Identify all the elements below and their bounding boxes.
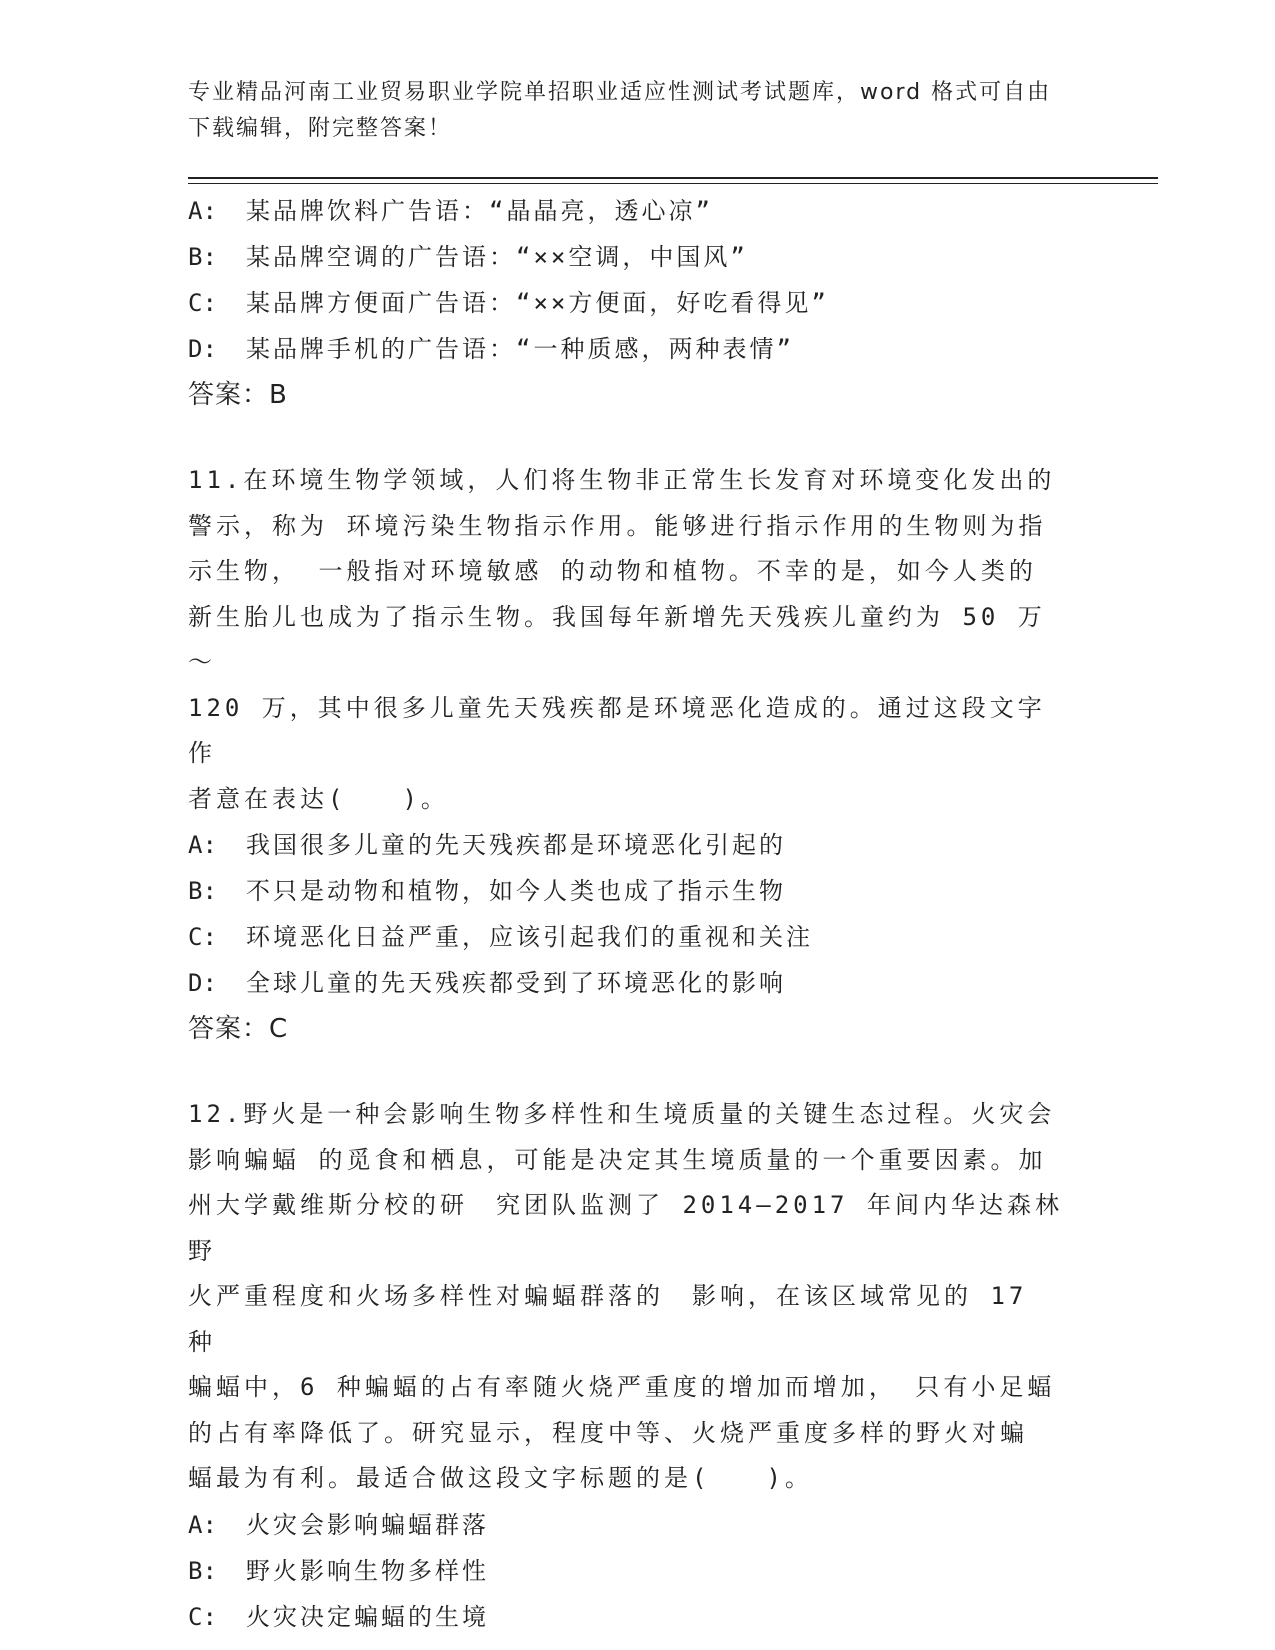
option-letter: C: [188, 923, 217, 951]
option-text: 某品牌方便面广告语：“××方便面，好吃看得见” [246, 289, 829, 317]
stem-line: 120 万，其中很多儿童先天残疾都是环境恶化造成的。通过这段文字作 [188, 693, 1046, 767]
stem-line: 蝙蝠中，6 种蝙蝠的占有率随火烧严重度的增加而增加， 只有小足蝠 [188, 1373, 1056, 1401]
option-d [188, 960, 1088, 1006]
stem-line: 蝠最为有利。最适合做这段文字标题的是( )。 [188, 1464, 813, 1492]
stem-line: 示生物， 一般指对环境敏感 的动物和植物。不幸的是，如今人类的 [188, 557, 1037, 585]
option-letter: C: [188, 289, 217, 317]
option-text: 环境恶化日益严重，应该引起我们的重视和关注 [246, 923, 813, 951]
question-12 [188, 1092, 1088, 1640]
option-a [188, 822, 1088, 868]
option-letter: D: [188, 335, 217, 363]
option-letter: A: [188, 197, 217, 225]
stem-line: 新生胎儿也成为了指示生物。我国每年新增先天残疾儿童约为 50 万～ [188, 602, 1046, 676]
option-b [188, 234, 1088, 280]
option-d [188, 326, 1088, 372]
option-letter: A: [188, 1510, 217, 1539]
stem-line: 12.野火是一种会影响生物多样性和生境质量的关键生态过程。火灾会 [188, 1100, 1056, 1128]
question-stem [188, 458, 1068, 822]
stem-line: 州大学戴维斯分校的研 究团队监测了 2014—2017 年间内华达森林野 [188, 1191, 1063, 1265]
question-content [188, 188, 1088, 1640]
stem-line: 的占有率降低了。研究显示，程度中等、火烧严重度多样的野火对蝙 [188, 1418, 1028, 1447]
option-a [188, 1502, 1088, 1548]
header-line-1: 专业精品河南工业贸易职业学院单招职业适应性测试考试题库，word 格式可自由 [188, 80, 1052, 105]
option-letter: B: [188, 877, 217, 905]
option-a [188, 188, 1088, 234]
option-text: 不只是动物和植物，如今人类也成了指示生物 [246, 877, 786, 905]
option-text: 火灾决定蝙蝠的生境 [246, 1602, 489, 1631]
option-text: 全球儿童的先天残疾都受到了环境恶化的影响 [246, 969, 786, 997]
option-letter: D: [188, 969, 217, 997]
stem-line: 警示，称为 环境污染生物指示作用。能够进行指示作用的生物则为指 [188, 511, 1047, 540]
page-header [188, 75, 1068, 147]
stem-line: 影响蝙蝠 的觅食和栖息，可能是决定其生境质量的一个重要因素。加 [188, 1145, 1047, 1174]
header-divider-thick [188, 177, 1158, 179]
question-11 [188, 458, 1088, 1052]
option-b [188, 1548, 1088, 1594]
option-letter: C: [188, 1602, 217, 1631]
option-b [188, 868, 1088, 914]
option-text: 火灾会影响蝙蝠群落 [246, 1510, 489, 1539]
option-letter: B: [188, 1556, 217, 1585]
header-divider-thin [188, 183, 1158, 184]
stem-line: 者意在表达( )。 [188, 784, 449, 813]
option-letter: B: [188, 243, 217, 271]
answer-line: 答案：C [188, 1014, 289, 1044]
answer-line: 答案：B [188, 380, 288, 410]
stem-line: 11.在环境生物学领域，人们将生物非正常生长发育对环境变化发出的 [188, 466, 1056, 494]
option-c [188, 280, 1088, 326]
option-text: 某品牌空调的广告语：“××空调，中国风” [246, 243, 748, 271]
option-letter: A: [188, 831, 217, 859]
option-text: 我国很多儿童的先天残疾都是环境恶化引起的 [246, 831, 786, 859]
question-stem [188, 1092, 1068, 1502]
option-text: 某品牌饮料广告语：“晶晶亮，透心凉” [246, 197, 713, 225]
header-line-2: 下载编辑，附完整答案！ [188, 116, 453, 141]
stem-line: 火严重程度和火场多样性对蝙蝠群落的 影响，在该区域常见的 17 种 [188, 1282, 1028, 1356]
option-text: 野火影响生物多样性 [246, 1556, 489, 1585]
option-c [188, 914, 1088, 960]
option-text: 某品牌手机的广告语：“一种质感，两种表情” [246, 335, 794, 363]
option-c [188, 1594, 1088, 1640]
question-10 [188, 188, 1088, 418]
